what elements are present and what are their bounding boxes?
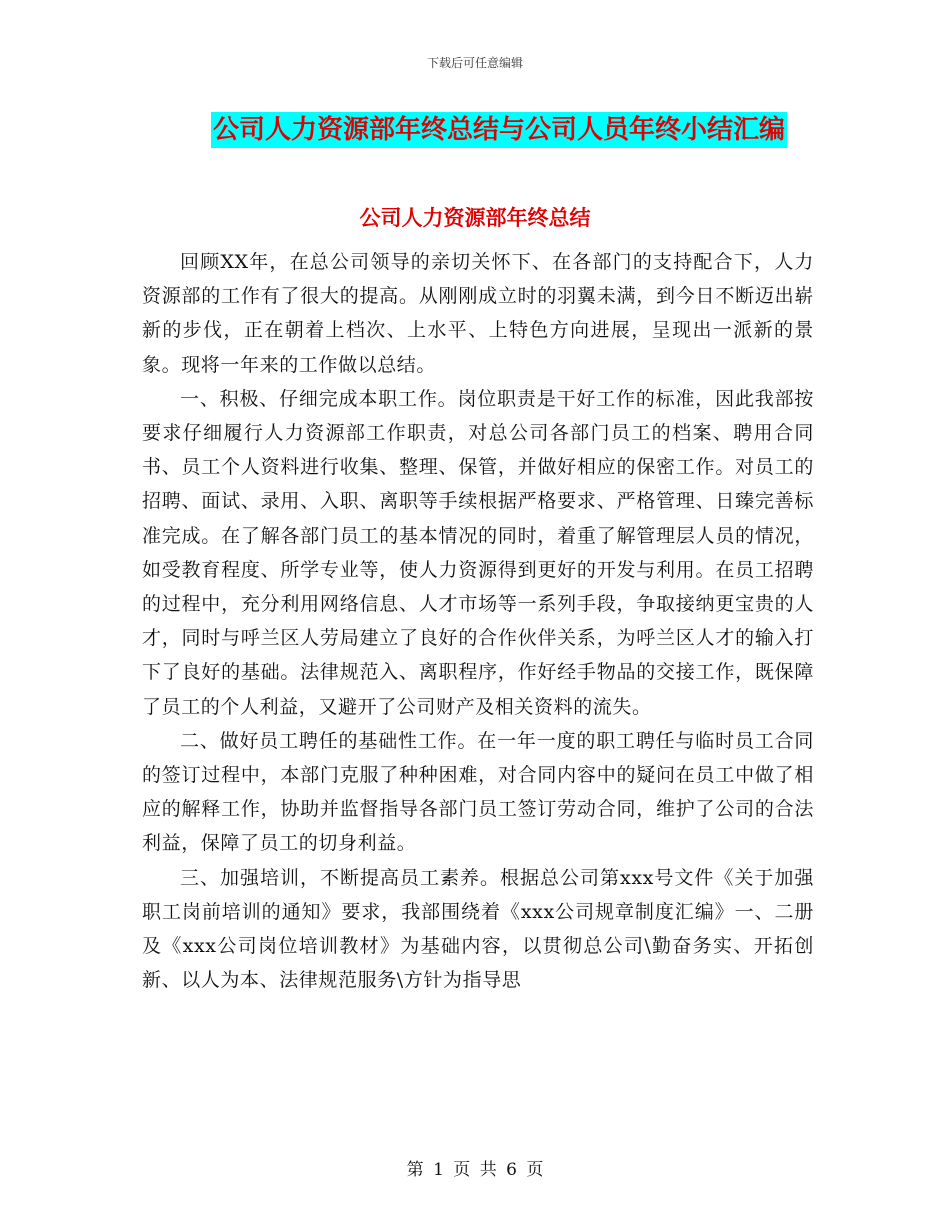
header-note: 下载后可任意编辑 (426, 56, 523, 70)
page-number-footer: 第 1 页 共 6 页 (406, 1160, 544, 1180)
paragraph-section-3: 三、加强培训，不断提高员工素养。根据总公司第xxx号文件《关于加强职工岗前培训的通知》要求，我部围绕着《xxx公司规章制度汇编》一、二册及《xxx公司岗位培训教材》为基础内容，以贯彻总公司\勤奋务实、开拓创新、以人为本、法律规范服务\方针为指导思 (142, 866, 814, 992)
section-title: 公司人力资源部年终总结 (359, 206, 591, 230)
main-title: 公司人力资源部年终总结与公司人员年终小结汇编 (211, 112, 787, 148)
paragraph-section-2: 二、做好员工聘任的基础性工作。在一年一度的职工聘任与临时员工合同的签订过程中，本部门克服了种种困难，对合同内容中的疑问在员工中做了相应的解释工作，协助并监督指导各部门员工签订劳动合同，维护了公司的合法利益，保障了员工的切身利益。 (142, 729, 814, 855)
main-title-container (0, 112, 950, 148)
document-body (142, 245, 814, 997)
paragraph-section-1: 一、积极、仔细完成本职工作。岗位职责是干好工作的标准，因此我部按要求仔细履行人力资源部工作职责，对总公司各部门员工的档案、聘用合同书、员工个人资料进行收集、整理、保管，并做好相应的保密工作。对员工的招聘、面试、录用、入职、离职等手续根据严格要求、严格管理、日臻完善标准完成。在了解各部门员工的基本情况的同时，着重了解管理层人员的情况，如受教育程度、所学专业等，使人力资源得到更好的开发与利用。在员工招聘的过程中，充分利用网络信息、人才市场等一系列手段，争取接纳更宝贵的人才，同时与呼兰区人劳局建立了良好的合作伙伴关系，为呼兰区人才的输入打下了良好的基础。法律规范入、离职程序，作好经手物品的交接工作，既保障了员工的个人利益，又避开了公司财产及相关资料的流失。 (142, 387, 814, 718)
paragraph-intro: 回顾XX年，在总公司领导的亲切关怀下、在各部门的支持配合下，人力资源部的工作有了很大的提高。从刚刚成立时的羽翼未满，到今日不断迈出崭新的步伐，正在朝着上档次、上水平、上特色方向进展，呈现出一派新的景象。现将一年来的工作做以总结。 (142, 251, 814, 376)
